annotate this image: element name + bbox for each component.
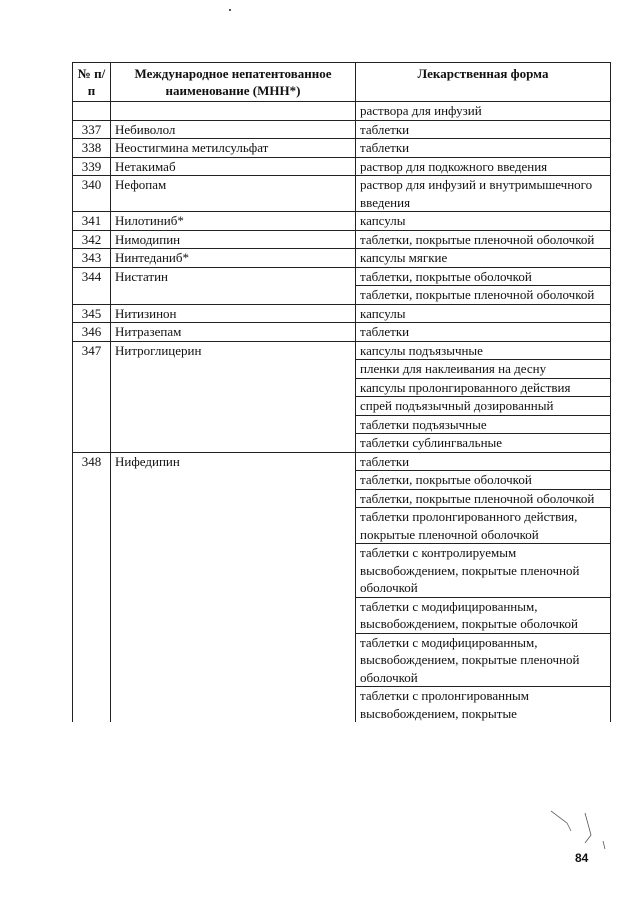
drug-name: Нитроглицерин bbox=[111, 341, 356, 452]
dosage-forms bbox=[356, 157, 611, 176]
row-number: 338 bbox=[73, 139, 111, 158]
dosage-forms bbox=[356, 304, 611, 323]
drug-name: Нетакимаб bbox=[111, 157, 356, 176]
table-row bbox=[73, 341, 611, 452]
dosage-form: таблетки bbox=[360, 324, 410, 339]
dosage-form: таблетки с пролонгированным высвобождением, покрытые bbox=[356, 686, 610, 722]
dosage-forms bbox=[356, 139, 611, 158]
dosage-form: таблетки, покрытые пленочной оболочкой bbox=[356, 285, 610, 304]
dosage-forms bbox=[356, 249, 611, 268]
table-row bbox=[73, 102, 611, 121]
row-number: 337 bbox=[73, 120, 111, 139]
row-number: 342 bbox=[73, 230, 111, 249]
row-number: 343 bbox=[73, 249, 111, 268]
header-num: № п/п bbox=[73, 63, 111, 102]
drug-name: Нифедипин bbox=[111, 452, 356, 722]
dosage-form: таблетки пролонгированного действия, покрытые пленочной оболочкой bbox=[356, 507, 610, 543]
drug-name: Небиволол bbox=[111, 120, 356, 139]
drug-name bbox=[111, 102, 356, 121]
table-header-row bbox=[73, 63, 611, 102]
dosage-form: таблетки bbox=[360, 121, 410, 137]
dosage-form: капсулы bbox=[360, 305, 406, 321]
table-row bbox=[73, 230, 611, 249]
dosage-form: спрей подъязычный дозированный bbox=[356, 396, 610, 415]
table-row bbox=[73, 176, 611, 212]
row-number: 340 bbox=[73, 176, 111, 212]
drug-name: Нефопам bbox=[111, 176, 356, 212]
table-row bbox=[73, 139, 611, 158]
row-number: 347 bbox=[73, 341, 111, 452]
table-row bbox=[73, 249, 611, 268]
dosage-form: таблетки подъязычные bbox=[356, 415, 610, 434]
dosage-form: раствор для инфузий и внутримышечного введения bbox=[360, 177, 593, 210]
dosage-forms bbox=[356, 120, 611, 139]
drug-table bbox=[72, 62, 611, 722]
drug-name: Нимодипин bbox=[111, 230, 356, 249]
drug-name: Нинтеданиб* bbox=[111, 249, 356, 268]
dosage-form: капсулы bbox=[360, 213, 406, 228]
dosage-forms bbox=[356, 176, 611, 212]
table-row bbox=[73, 157, 611, 176]
dosage-forms bbox=[356, 102, 611, 121]
dosage-form: таблетки с модифицированным, высвобождением, покрытые оболочкой bbox=[356, 597, 610, 633]
dosage-form: раствора для инфузий bbox=[360, 103, 482, 118]
dosage-form: таблетки bbox=[360, 453, 410, 469]
row-number: 348 bbox=[73, 452, 111, 722]
dosage-form: таблетки, покрытые пленочной оболочкой bbox=[360, 231, 595, 247]
drug-name: Неостигмина метилсульфат bbox=[111, 139, 356, 158]
drug-name: Нитизинон bbox=[111, 304, 356, 323]
dosage-form: капсулы подъязычные bbox=[360, 342, 483, 358]
dosage-forms bbox=[356, 267, 611, 304]
drug-name: Нитразепам bbox=[111, 323, 356, 342]
dosage-forms bbox=[356, 452, 611, 722]
header-form: Лекарственная форма bbox=[356, 63, 611, 102]
row-number: 339 bbox=[73, 157, 111, 176]
dosage-form: таблетки, покрытые пленочной оболочкой bbox=[356, 489, 610, 508]
row-number: 346 bbox=[73, 323, 111, 342]
dosage-form: пленки для наклеивания на десну bbox=[356, 359, 610, 378]
dosage-form: таблетки bbox=[360, 140, 410, 155]
scan-marks bbox=[545, 805, 615, 850]
dosage-forms bbox=[356, 212, 611, 231]
row-number: 341 bbox=[73, 212, 111, 231]
dosage-form: капсулы мягкие bbox=[360, 250, 448, 265]
dosage-form: таблетки с контролируемым высвобождением, покрытые пленочной оболочкой bbox=[356, 543, 610, 597]
dosage-forms bbox=[356, 341, 611, 452]
dosage-form: таблетки, покрытые оболочкой bbox=[360, 268, 532, 284]
page-number: 84 bbox=[575, 851, 589, 865]
drug-name: Нилотиниб* bbox=[111, 212, 356, 231]
table-row bbox=[73, 323, 611, 342]
header-name: Международное непатентованное наименование (МНН*) bbox=[111, 63, 356, 102]
row-number: 344 bbox=[73, 267, 111, 304]
table-row bbox=[73, 120, 611, 139]
row-number bbox=[73, 102, 111, 121]
table-row bbox=[73, 212, 611, 231]
drug-name: Нистатин bbox=[111, 267, 356, 304]
dosage-form: таблетки с модифицированным, высвобождением, покрытые пленочной оболочкой bbox=[356, 633, 610, 687]
dosage-form: капсулы пролонгированного действия bbox=[356, 378, 610, 397]
dosage-form: раствор для подкожного введения bbox=[360, 158, 548, 174]
table-body bbox=[73, 102, 611, 723]
dosage-form: таблетки сублингвальные bbox=[356, 433, 610, 452]
table-row bbox=[73, 304, 611, 323]
table-row bbox=[73, 267, 611, 304]
row-number: 345 bbox=[73, 304, 111, 323]
dosage-forms bbox=[356, 323, 611, 342]
scan-speck bbox=[229, 9, 231, 11]
table-row bbox=[73, 452, 611, 722]
dosage-form: таблетки, покрытые оболочкой bbox=[356, 470, 610, 489]
dosage-forms bbox=[356, 230, 611, 249]
